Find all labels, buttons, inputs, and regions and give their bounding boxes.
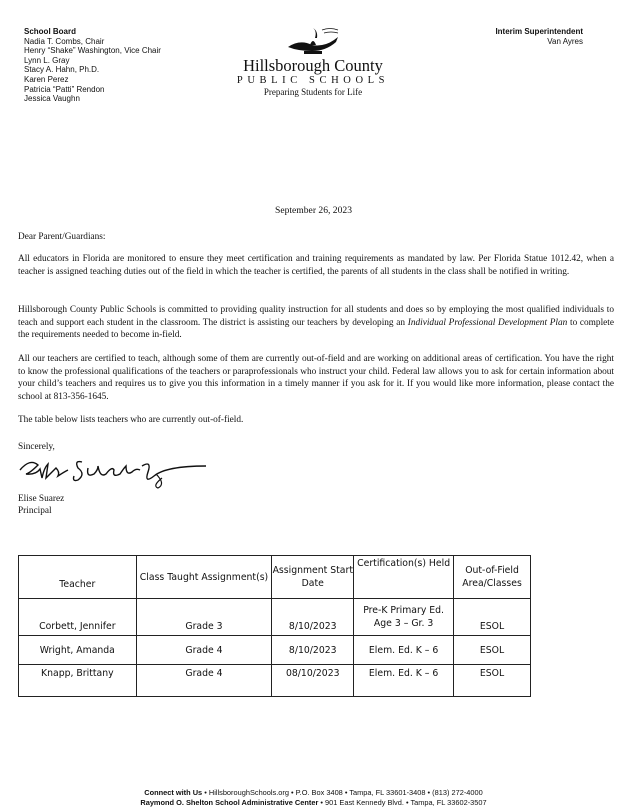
out-of-field-value: ESOL [454,665,531,697]
footer-address: • 901 East Kennedy Blvd. • Tampa, FL 33602-3507 [318,797,487,807]
signer-title: Principal [18,506,52,516]
header-out-of-field: Out-of-Field Area/Classes [454,556,531,599]
certification-cell [354,599,454,636]
header-certification [354,556,454,599]
certification-line-1: Pre-K Primary Ed. [363,605,445,616]
superintendent-block [495,27,583,46]
board-member: Jessica Vaughn [24,94,80,104]
table-row [19,636,531,665]
teacher-name: Corbett, Jennifer [39,621,116,632]
teacher-name: Wright, Amanda [19,636,137,665]
paragraph-1: All educators in Florida are monitored to ensure they meet certification and training requirements as mandated by law. Per Florida Statue 1012.42, when a teacher is assigned teaching duties out of the field in which the teacher is certified, the parents of all students in the class shall be notified in writing. [18,254,614,277]
handwritten-signature [16,448,216,493]
start-date-value: 8/10/2023 [272,636,354,665]
table-header-row [19,556,531,599]
district-subtitle: PUBLIC SCHOOLS [236,75,390,86]
district-logo [218,26,408,98]
certification-value: Elem. Ed. K – 6 [354,636,454,665]
start-date-value: 08/10/2023 [272,665,354,697]
assignment-value: Grade 4 [136,636,272,665]
district-tagline: Preparing Students for Life [263,87,363,97]
out-of-field-table [18,555,531,697]
board-member: Stacy A. Hahn, Ph.D. [24,65,100,75]
header-teacher-label: Teacher [59,578,96,590]
footer-connect-label: Connect with Us [144,788,203,797]
letter-date: September 26, 2023 [274,205,352,216]
board-member: Patricia “Patti” Rendon [24,84,105,94]
oil-lamp-icon [282,26,344,56]
teacher-name: Knapp, Brittany [19,665,137,697]
certification-line-2: Age 3 – Gr. 3 [373,618,434,629]
table-row [19,665,531,697]
header-certification-label: Certification(s) Held [357,558,451,569]
out-of-field-value: ESOL [479,621,505,632]
assignment-value: Grade 4 [136,665,272,697]
board-member: Karen Perez [24,74,69,84]
header-assignment: Class Taught Assignment(s) [136,556,272,599]
board-member: Nadia T. Combs, Chair [24,36,105,46]
footer-center-name: Raymond O. Shelton School Administrative Center [140,797,319,807]
school-board-heading: School Board [24,27,77,36]
assignment-cell [136,599,272,636]
paragraph-2-text-end: to complete the requirements needed to become in-field. [18,317,614,341]
signer-name: Elise Suarez [18,494,65,504]
footer-line-2 [0,798,627,808]
paragraph-2-text: Hillsborough County Public Schools is committed to providing quality instruction for all students and does so by employing the most qualified individuals to teach and support each student in the classroom. The district is assisting our teachers by developing an [18,305,614,328]
paragraph-4: The table below lists teachers who are currently out-of-field. [18,415,244,425]
salutation: Dear Parent/Guardians: [18,232,106,242]
footer-contact-info: • HillsboroughSchools.org • P.O. Box 3408 • Tampa, FL 33601-3408 • (813) 272-4000 [202,788,483,797]
superintendent-title: Interim Superintendent [495,27,583,36]
certification-value: Elem. Ed. K – 6 [354,665,454,697]
header-teacher [19,556,137,599]
out-of-field-value: ESOL [454,636,531,665]
footer [0,788,627,807]
assignment-value: Grade 3 [185,621,223,632]
paragraph-2-emphasis: Individual Professional Development Plan [407,317,568,328]
footer-line-1 [0,788,627,798]
table-row [19,599,531,636]
out-of-field-cell [454,599,531,636]
closing: Sincerely, [18,442,55,452]
start-date-value: 8/10/2023 [288,621,337,632]
board-member: Lynn L. Gray [24,55,70,65]
start-date-cell [272,599,354,636]
board-member: Henry “Shake” Washington, Vice Chair [24,46,161,56]
school-board-list [24,27,161,104]
superintendent-name: Van Ayres [547,36,583,46]
header-start-date: Assignment Start Date [272,556,354,599]
paragraph-3: All our teachers are certified to teach, although some of them are currently out-of-field and are working on additional areas of certification. You have the right to know the professional qualifications of the teachers or paraprofessionals who instruct your child. Federal law allows you to ask for certain information about your child’s teachers and requires us to give you this information in a timely manner if you ask for it. If you would like more information, please contact the school at 813-356-1645. [18,354,614,402]
teacher-cell [19,599,137,636]
district-name: Hillsborough County [243,56,383,75]
paragraph-2 [18,304,614,342]
